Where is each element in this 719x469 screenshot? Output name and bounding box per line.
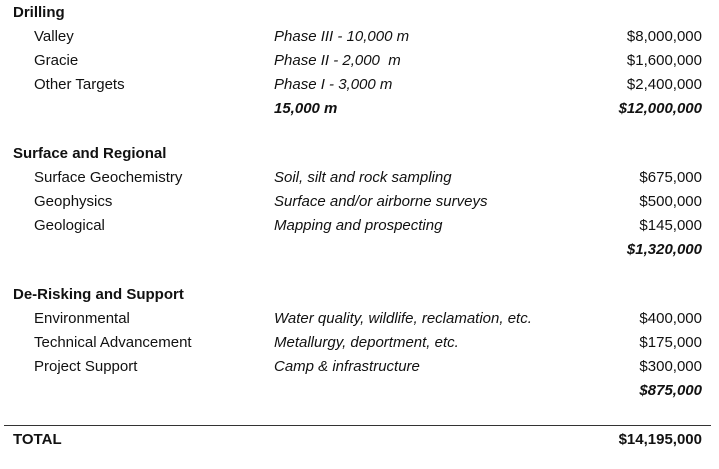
budget-row	[0, 215, 719, 237]
budget-row	[0, 332, 719, 354]
budget-row	[0, 50, 719, 72]
total-row	[0, 429, 719, 451]
item-amount: $2,400,000	[626, 76, 702, 93]
item-name: Gracie	[34, 52, 79, 69]
item-amount: $500,000	[639, 193, 702, 210]
item-name: Valley	[34, 28, 74, 45]
subtotal-row-derisking-support	[0, 380, 719, 402]
total-divider	[4, 425, 711, 426]
section-header-surface-regional	[0, 143, 719, 165]
item-description: Phase I - 3,000 m	[274, 76, 393, 93]
section-header-drilling	[0, 2, 719, 24]
item-name: Environmental	[34, 310, 130, 327]
section-header-derisking-support	[0, 284, 719, 306]
item-description: Mapping and prospecting	[274, 217, 443, 234]
item-description: Water quality, wildlife, reclamation, etc.	[274, 310, 532, 327]
section-title: Surface and Regional	[13, 145, 167, 162]
total-amount: $14,195,000	[618, 431, 702, 448]
total-label: TOTAL	[13, 431, 62, 448]
budget-row	[0, 167, 719, 189]
item-amount: $300,000	[639, 358, 702, 375]
item-description: Phase III - 10,000 m	[274, 28, 410, 45]
item-description: Camp & infrastructure	[274, 358, 420, 375]
item-description: Soil, silt and rock sampling	[274, 169, 452, 186]
item-name: Project Support	[34, 358, 138, 375]
item-name: Technical Advancement	[34, 334, 192, 351]
subtotal-row-drilling	[0, 98, 719, 120]
budget-row	[0, 191, 719, 213]
budget-row	[0, 74, 719, 96]
section-title: Drilling	[13, 4, 65, 21]
item-amount: $400,000	[639, 310, 702, 327]
item-amount: $8,000,000	[626, 28, 702, 45]
subtotal-amount: $875,000	[639, 382, 702, 399]
item-name: Other Targets	[34, 76, 125, 93]
subtotal-row-surface-regional	[0, 239, 719, 261]
subtotal-amount: $12,000,000	[618, 100, 702, 117]
section-title: De-Risking and Support	[13, 286, 184, 303]
item-amount: $1,600,000	[626, 52, 702, 69]
budget-row	[0, 308, 719, 330]
item-name: Geological	[34, 217, 105, 234]
item-amount: $675,000	[639, 169, 702, 186]
subtotal-description: 15,000 m	[274, 100, 338, 117]
item-name: Geophysics	[34, 193, 113, 210]
item-amount: $145,000	[639, 217, 702, 234]
item-description: Surface and/or airborne surveys	[274, 193, 488, 210]
item-description: Phase II - 2,000 m	[274, 52, 401, 69]
item-amount: $175,000	[639, 334, 702, 351]
item-name: Surface Geochemistry	[34, 169, 183, 186]
budget-row	[0, 26, 719, 48]
budget-row	[0, 356, 719, 378]
subtotal-amount: $1,320,000	[626, 241, 702, 258]
item-description: Metallurgy, deportment, etc.	[274, 334, 459, 351]
